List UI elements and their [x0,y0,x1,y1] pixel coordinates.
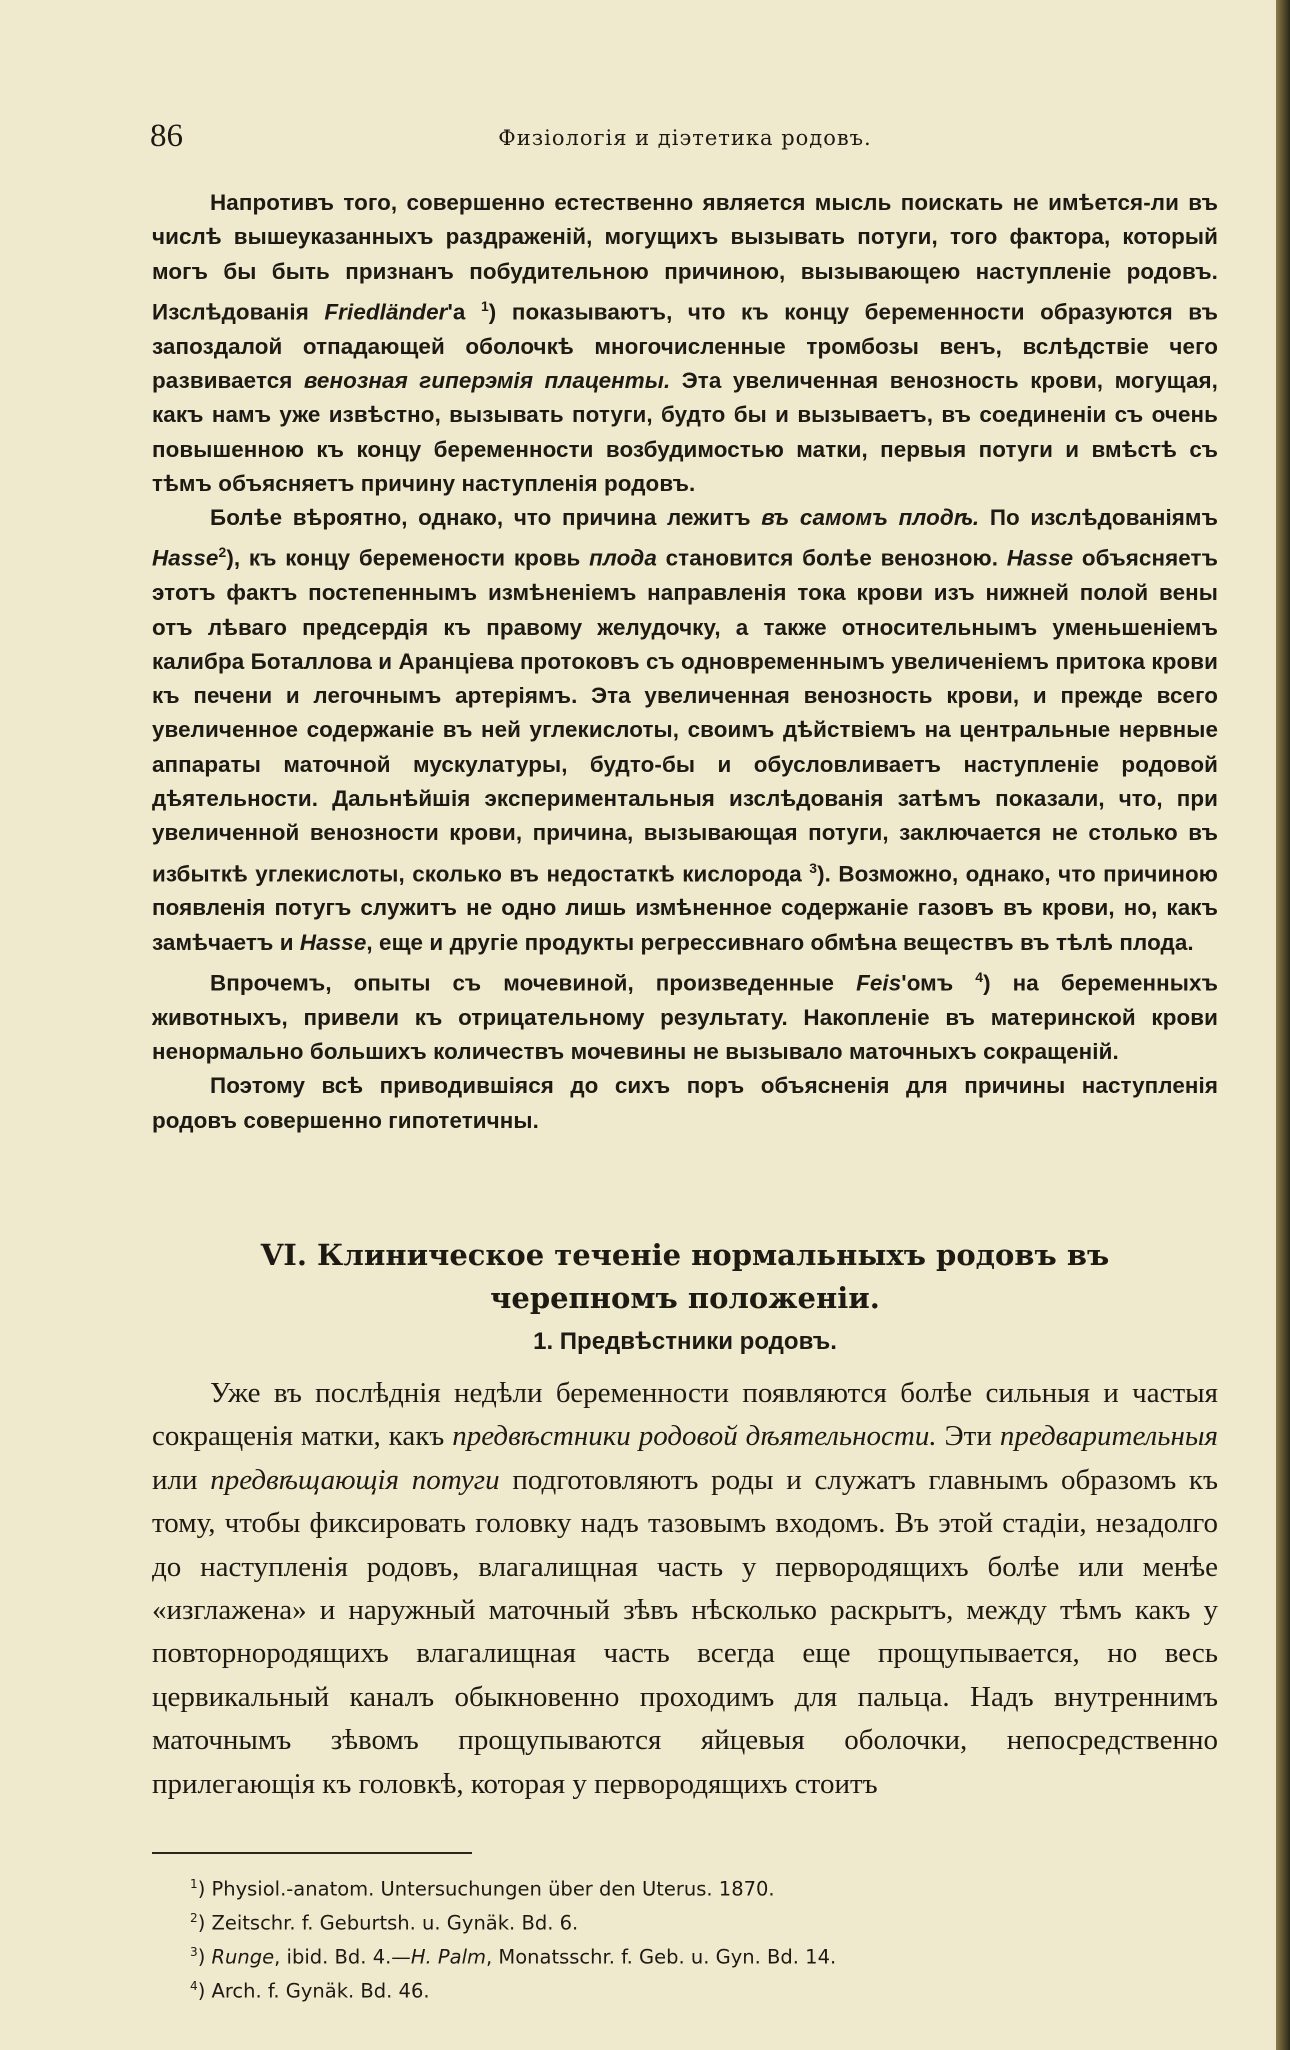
paragraph-1: Напротивъ того, совершенно естественно является мысль поискать не имѣется-ли въ числѣ вышеуказанныхъ раздраженiй, могущихъ вызывать потуги, того фактора, который могъ бы быть признанъ побудительною причиною, вызывающею наступленiе родовъ. Изслѣдованiя Friedländer'а $^1$) показываютъ, что къ концу беременности образуются въ запоздалой отпадающей оболочкѣ многочисленные тромбозы венъ, вслѣдствiе чего развивается венозная гиперэмiя плаценты. Эта увеличенная венозность крови, могущая, какъ намъ уже извѣстно, вызывать потуги, будто бы и вызываетъ, въ соединенiи съ очень повышенною къ концу беременности возбудимостью матки, первыя потуги и вмѣстѣ съ тѣмъ объясняетъ причину наступленiя родовъ. [152,190,1218,496]
page-number: 86 [150,118,183,154]
paragraph-5: Уже въ послѣднiя недѣли беременности появляются болѣе сильныя и частыя сокращенiя матки, какъ предвѣстники родовой дѣятельности. Эти предварительныя или предвѣщающiя потуги подготовляютъ роды и служатъ главнымъ образомъ къ тому, чтобы фиксировать головку надъ тазовымъ входомъ. Въ этой стадiи, незадолго до наступленiя родовъ, влагалищная часть у первородящихъ болѣе или менѣе «изглажена» и наружный маточный зѣвъ нѣсколько раскрытъ, между тѣмъ какъ у повторнородящихъ влагалищная часть всегда еще прощупывается, но весь цервикальный каналъ обыкновенно проходимъ для пальца. Надъ внутреннимъ маточнымъ зѣвомъ прощупываются яйцевыя оболочки, непосредственно прилегающiя къ головкѣ, которая у первородящихъ стоитъ [152,1377,1219,1800]
large-body-text [152,1372,1218,1806]
section-heading-line-1: VI. Клиническое теченiе нормальныхъ родовъ въ [260,1238,1110,1272]
footnote-divider [152,1852,472,1854]
paragraph-2: Болѣе вѣроятно, однако, что причина лежитъ въ самомъ плодѣ. По изслѣдованiямъ Hasse$^2$), къ концу беремености кровь плода становится болѣе венозною. Hasse объясняетъ этотъ фактъ постепеннымъ измѣненiемъ направленiя тока крови изъ нижней полой вены отъ лѣваго предсердiя къ правому желудочку, а также относительнымъ уменьшенiемъ калибра Боталлова и Аранцiева протоковъ съ одновременнымъ увеличенiемъ притока крови къ печени и легочнымъ артерiямъ. Эта увеличенная венозность крови, и прежде всего увеличенное содержанiе въ ней углекислоты, своимъ дѣйствiемъ на центральные нервные аппараты маточной мускулатуры, будто-бы и обусловливаетъ наступленiе родовой дѣятельности. Дальнѣйшiя экспериментальныя изслѣдованiя затѣмъ показали, что, при увеличенной венозности крови, причина, вызывающая потуги, заключается не столько въ избыткѣ углекислоты, сколько въ недостаткѣ кислорода $^3$). Возможно, однако, что причиною появленiя потугъ служитъ не одно лишь измѣненное содержанiе газовъ въ крови, но, какъ замѣчаетъ и Hasse, еще и другiе продукты регрессивнаго обмѣна веществъ въ тѣлѣ плода. [152,505,1219,955]
footnote-1: $^1$) Physiol.-anatom. Untersuchungen über den Uterus. 1870. [190,1877,775,1901]
footnote-ref: 2 [218,544,227,561]
footnote-ref: 4 [975,968,984,985]
section-heading-line-2: черепномъ положенiи. [490,1281,880,1315]
section-heading [150,1234,1220,1320]
body-text [152,186,1218,1138]
paragraph-3: Впрочемъ, опыты съ мочевиной, произведенные Feis'омъ $^4$) на беременныхъ животныхъ, привели къ отрицательному результату. Накопленiе въ материнской крови ненормально большихъ количествъ мочевины не вызывало маточныхъ сокращенiй. [152,968,1218,1064]
paragraph-4: Поэтому всѣ приводившiяся до сихъ поръ объясненiя для причины наступленiя родовъ совершенно гипотетичны. [152,1073,1218,1133]
page-edge-shadow [1276,0,1290,2050]
footnote-2: $^2$) Zeitschr. f. Geburtsh. u. Gynäk. Bd. 6. [190,1911,579,1935]
footnotes [190,1870,1090,2006]
footnote-3: $^3$) Runge, ibid. Bd. 4.—H. Palm, Monatsschr. f. Geb. u. Gyn. Bd. 14. [190,1945,837,1969]
footnote-ref: 3 [809,859,818,876]
subsection-heading: 1. Предвѣстники родовъ. [533,1328,837,1355]
footnote-ref: 1 [480,297,489,314]
footnote-4: $^4$) Arch. f. Gynäk. Bd. 46. [190,1979,430,2003]
page-header [150,118,1220,158]
running-title: Физiологiя и дiэтетика родовъ. [498,126,872,150]
